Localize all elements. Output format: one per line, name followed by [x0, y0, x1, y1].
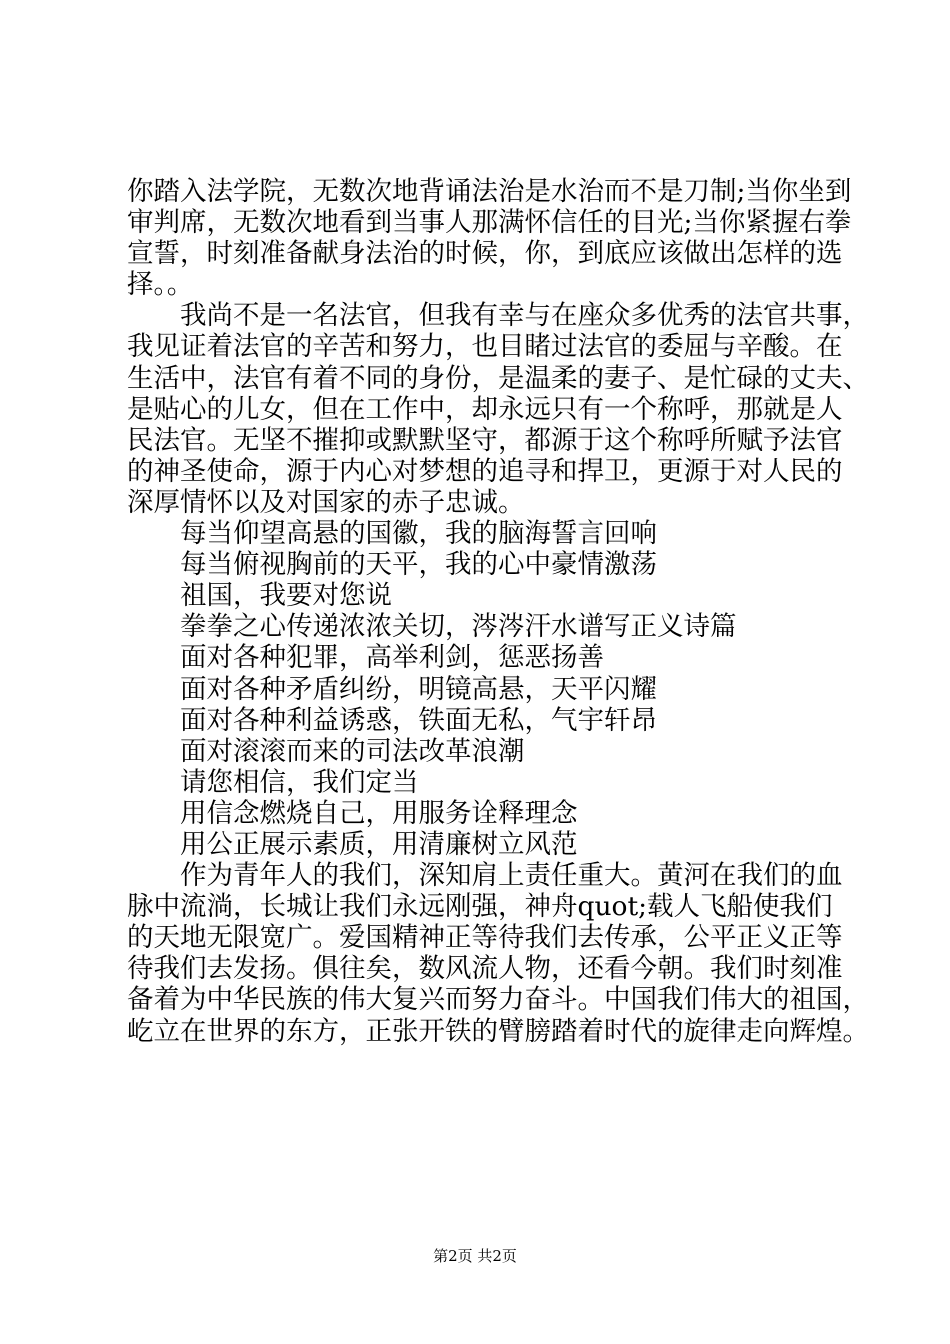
poem-line: 用公正展示素质，用清廉树立风范: [180, 828, 578, 860]
text-line: 择。。: [127, 269, 194, 301]
poem-line: 面对各种犯罪，高举利剑，惩恶扬善: [180, 642, 604, 674]
text-line: 是贴心的儿女，但在工作中，却永远只有一个称呼，那就是人: [127, 393, 843, 425]
text-line: 备着为中华民族的伟大复兴而努力奋斗。中国我们伟大的祖国，: [127, 984, 869, 1016]
text-line: 脉中流淌，长城让我们永远刚强，神舟quot;载人飞船使我们: [127, 891, 833, 923]
poem-line: 面对各种矛盾纠纷，明镜高悬，天平闪耀: [180, 673, 657, 705]
text-line: 作为青年人的我们，深知肩上责任重大。黄河在我们的血: [180, 860, 843, 892]
text-line: 深厚情怀以及对国家的赤子忠诚。: [127, 486, 525, 518]
poem-line: 拳拳之心传递浓浓关切，涔涔汗水谱写正义诗篇: [180, 611, 737, 643]
text-line: 我见证着法官的辛苦和努力，也目睹过法官的委屈与辛酸。在: [127, 331, 843, 363]
poem-line: 面对滚滚而来的司法改革浪潮: [180, 735, 525, 767]
poem-line: 每当仰望高悬的国徽，我的脑海誓言回响: [180, 518, 657, 550]
page-footer: [0, 1246, 950, 1266]
text-line: 生活中，法官有着不同的身份，是温柔的妻子、是忙碌的丈夫、: [127, 362, 869, 394]
poem-line: 用信念燃烧自己，用服务诠释理念: [180, 797, 578, 829]
document-body: [127, 176, 869, 1047]
text-line: 的天地无限宽广。爱国精神正等待我们去传承，公平正义正等: [127, 922, 843, 954]
poem-line: 祖国，我要对您说: [180, 580, 392, 612]
text-line: 你踏入法学院，无数次地背诵法治是水治而不是刀制;当你坐到: [127, 176, 852, 207]
text-line: 民法官。无坚不摧抑或默默坚守，都源于这个称呼所赋予法官: [127, 424, 843, 456]
poem-line: 面对各种利益诱惑，铁面无私，气宇轩昂: [180, 704, 657, 736]
text-line: 待我们去发扬。俱往矣，数风流人物，还看今朝。我们时刻准: [127, 953, 843, 985]
text-line: 审判席，无数次地看到当事人那满怀信任的目光;当你紧握右拳: [127, 207, 852, 239]
text-line: 我尚不是一名法官，但我有幸与在座众多优秀的法官共事，: [180, 300, 869, 332]
text-line: 宣誓，时刻准备献身法治的时候，你，到底应该做出怎样的选: [127, 238, 843, 270]
page-number: 第2页 共2页: [433, 1247, 517, 1265]
text-line: 的神圣使命，源于内心对梦想的追寻和捍卫，更源于对人民的: [127, 455, 843, 487]
poem-line: 请您相信，我们定当: [180, 766, 419, 798]
text-line: 屹立在世界的东方，正张开铁的臂膀踏着时代的旋律走向辉煌。: [127, 1015, 869, 1047]
poem-line: 每当俯视胸前的天平，我的心中豪情激荡: [180, 549, 657, 581]
